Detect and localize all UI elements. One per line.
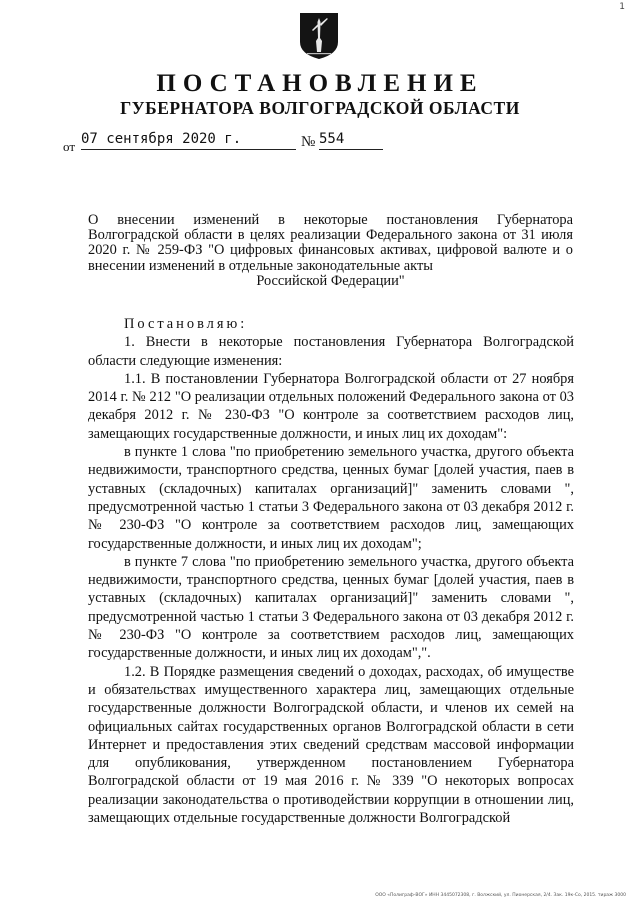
document-subtitle: ГУБЕРНАТОРА ВОЛГОГРАДСКОЙ ОБЛАСТИ [120, 98, 520, 118]
document-date: 07 сентября 2020 г. [81, 131, 296, 150]
coat-of-arms-icon [299, 12, 339, 60]
paragraph-1-2: 1.2. В Порядке размещения сведений о доходах, расходах, об имуществе и обязательствах имущественного характера лиц, замещающих отдельные государственные должности Волгоградской области, и членов их семей на официальных сайтах государственных органов Волгоградской области в сети Интернет и предоставления этих сведений средствам массовой информации для опубликования, утвержденном постановлением Губернатора Волгоградской области от 19 мая 2016 г. № 339 "О некоторых вопросах реализации законодательства о противодействии коррупции в отношении лиц, замещающих отдельные государственные должности Волгоградской [88, 663, 574, 827]
document-number: 554 [319, 131, 383, 150]
document-title: ПОСТАНОВЛЕНИЕ [156, 70, 484, 97]
document-body [88, 315, 574, 827]
corner-mark: 1 [619, 2, 626, 12]
subject-text-end: Российской Федерации" [256, 272, 405, 289]
paragraph-point-1: в пункте 1 слова "по приобретению земельного участка, другого объекта недвижимости, транспортного средства, ценных бумаг [долей участия, паев в уставных (складочных) капиталах организаций]" заменить словами ", предусмотренной частью 1 статьи 3 Федерального закона от 03 декабря 2012 г. № 230-ФЗ "О контроле за соответствием расходов лиц, замещающих государственные должности, и иных лиц их доходам"; [88, 444, 574, 552]
paragraph-1-1: 1.1. В постановлении Губернатора Волгоградской области от 27 ноября 2014 г. № 212 "О реализации отдельных положений Федерального закона от 03 декабря 2012 г. № 230-ФЗ "О контроле за соответствием расходов лиц, замещающих государственные должности, и иных лиц их доходам": [88, 370, 574, 442]
paragraph-point-7: в пункте 7 слова "по приобретению земельного участка, другого объекта недвижимости, транспортного средства, ценных бумаг [долей участия, паев в уставных (складочных) капиталах организаций]" заменить словами ", предусмотренной частью 1 статьи 3 Федерального закона от 03 декабря 2012 г. № 230-ФЗ "О контроле за соответствием расходов лиц, замещающих государственные должности, и иных лиц их доходам",". [88, 553, 574, 662]
subject-text: О внесении изменений в некоторые постановления Губернатора Волгоградской области в целях реализации Федерального закона от 31 июля 2020 г. № 259-ФЗ "О цифровых финансовых активах, цифровой валюте и о внесении изменений в отдельные законодательные акты [88, 212, 573, 274]
printer-imprint: ООО «Полиграф-ВОГ» ИНН 3445072308, г. Волжский, ул. Пионерская, 2/4. Зак. 19к-Со, 2015. тираж 3000 [375, 893, 626, 898]
number-sign: № [301, 134, 316, 150]
paragraph-1: 1. Внести в некоторые постановления Губернатора Волгоградской области следующие изменения: [88, 334, 574, 369]
date-prefix: от [63, 139, 76, 154]
resolve-word: Постановляю: [124, 316, 248, 332]
document-subject [88, 213, 573, 289]
